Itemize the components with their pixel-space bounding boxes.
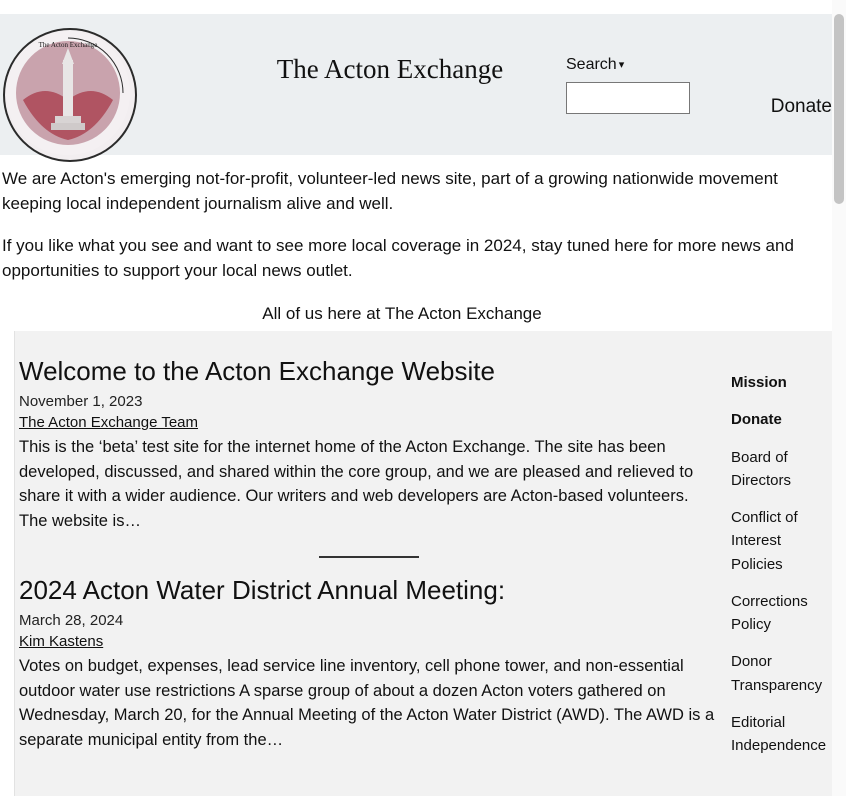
content-area — [14, 331, 834, 796]
post-excerpt: This is the ‘beta’ test site for the internet home of the Acton Exchange. The site has been developed, discussed, and shared within the core group, and we are pleased and relieved to share it with a wider audience. Our writers and web developers are Acton-based volunteers. The website is… — [19, 437, 694, 531]
search-label-text: Search — [566, 56, 617, 73]
sidebar-item-conflict-of-interest-policies[interactable]: Conflict of Interest Policies — [731, 509, 798, 573]
intro-paragraph-2: If you like what you see and want to see more local coverage in 2024, stay tuned here for more news and opportunities to support your local news outlet. — [2, 236, 794, 280]
post-title[interactable]: Welcome to the Acton Exchange Website — [19, 356, 495, 386]
site-logo[interactable] — [3, 28, 137, 162]
chevron-down-icon: ▾ — [618, 59, 625, 71]
sidebar-item-mission[interactable]: Mission — [731, 374, 787, 391]
top-strip — [0, 0, 846, 14]
search-input[interactable] — [566, 82, 690, 114]
intro-block — [0, 155, 846, 342]
post-item — [19, 576, 719, 753]
sidebar-item-board-of-directors[interactable]: Board of Directors — [731, 448, 792, 489]
logo-graphic — [5, 30, 131, 156]
post-divider — [319, 556, 419, 558]
svg-text:The Acton Exchange: The Acton Exchange — [38, 41, 98, 49]
intro-paragraph-3: All of us here at The Acton Exchange — [262, 303, 542, 323]
sidebar-item-donor-transparency[interactable]: Donor Transparency — [731, 653, 823, 694]
search-area — [566, 56, 706, 114]
sidebar-item-donate[interactable]: Donate — [731, 411, 782, 429]
site-header — [0, 14, 846, 155]
post-date: March 28, 2024 — [19, 611, 124, 629]
intro-paragraph-1: We are Acton's emerging not-for-profit, volunteer-led news site, part of a growing nationwide movement keeping local independent journalism alive and well. — [2, 169, 778, 213]
posts-column — [15, 331, 731, 796]
search-toggle[interactable] — [566, 56, 624, 74]
sidebar-item-editorial-independence[interactable]: Editorial Independence — [731, 713, 827, 754]
post-excerpt: Votes on budget, expenses, lead service line inventory, cell phone tower, and non-essential outdoor water use restrictions A sparse group of about a dozen Acton voters gathered on Wednesday, March 20, for the Annual Meeting of the Acton Water District (AWD). The AWD is a separate municipal entity from the… — [19, 656, 715, 750]
post-title[interactable]: 2024 Acton Water District Annual Meeting: — [19, 574, 506, 605]
sidebar-item-corrections-policy[interactable]: Corrections Policy — [731, 592, 808, 633]
vertical-scrollbar[interactable] — [832, 0, 846, 796]
sidebar — [731, 331, 827, 796]
donate-link[interactable]: Donate — [770, 96, 832, 117]
post-date: November 1, 2023 — [19, 392, 143, 410]
scrollbar-thumb[interactable] — [834, 14, 844, 204]
post-author-link[interactable]: Kim Kastens — [19, 632, 104, 650]
post-item — [19, 357, 719, 534]
post-author-link[interactable]: The Acton Exchange Team — [19, 413, 199, 431]
site-title: The Acton Exchange — [276, 54, 504, 84]
